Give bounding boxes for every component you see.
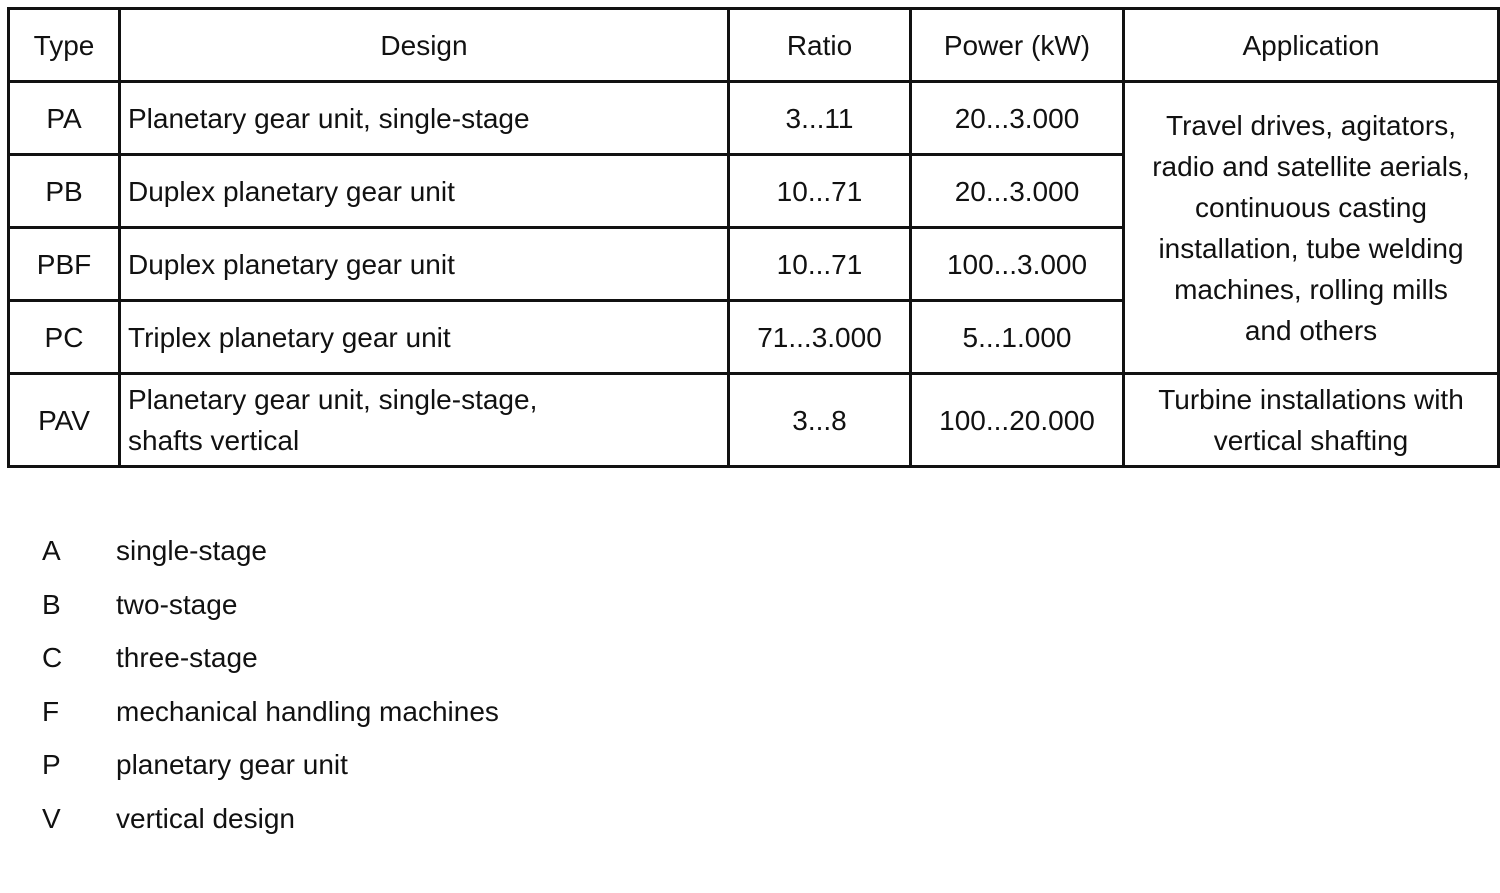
cell-design bbox=[120, 374, 729, 467]
legend-item bbox=[42, 582, 499, 636]
application-text: Travel drives, agitators, radio and satellite aerials, continuous casting installation, tube welding machines, rolling mills and others bbox=[1152, 109, 1470, 346]
cell-type: PBF bbox=[9, 228, 120, 301]
cell-ratio: 71...3.000 bbox=[729, 301, 911, 374]
cell-ratio: 3...8 bbox=[729, 374, 911, 467]
legend-value: vertical design bbox=[116, 802, 295, 834]
application-text: Turbine installations with vertical shafting bbox=[1158, 384, 1464, 456]
legend-item bbox=[42, 689, 499, 743]
cell-application-group-2 bbox=[1124, 374, 1499, 467]
abbreviation-legend bbox=[42, 528, 499, 849]
cell-power: 20...3.000 bbox=[911, 155, 1124, 228]
cell-application-group-1 bbox=[1124, 82, 1499, 374]
legend-value: mechanical handling machines bbox=[116, 695, 499, 727]
table-row bbox=[9, 82, 1499, 155]
legend-key: B bbox=[42, 588, 61, 620]
cell-ratio: 3...11 bbox=[729, 82, 911, 155]
header-power: Power (kW) bbox=[911, 9, 1124, 82]
legend-key: P bbox=[42, 749, 61, 780]
legend-value: single-stage bbox=[116, 535, 267, 566]
legend-value: three-stage bbox=[116, 642, 258, 673]
legend-item bbox=[42, 528, 499, 582]
table-row bbox=[9, 374, 1499, 467]
cell-power: 5...1.000 bbox=[911, 301, 1124, 374]
cell-ratio: 10...71 bbox=[729, 155, 911, 228]
header-type: Type bbox=[9, 9, 120, 82]
cell-type: PAV bbox=[9, 374, 120, 467]
legend-key: C bbox=[42, 642, 63, 673]
legend-item bbox=[42, 742, 499, 796]
legend-value: planetary gear unit bbox=[116, 749, 348, 780]
cell-design: Duplex planetary gear unit bbox=[120, 228, 729, 301]
legend-item bbox=[42, 796, 499, 850]
header-application: Application bbox=[1124, 9, 1499, 82]
cell-type: PB bbox=[9, 155, 120, 228]
cell-type: PC bbox=[9, 301, 120, 374]
legend-key: V bbox=[42, 802, 61, 834]
cell-design: Planetary gear unit, single-stage bbox=[120, 82, 729, 155]
cell-design: Triplex planetary gear unit bbox=[120, 301, 729, 374]
header-design: Design bbox=[120, 9, 729, 82]
cell-power: 100...3.000 bbox=[911, 228, 1124, 301]
legend-value: two-stage bbox=[116, 588, 238, 620]
legend-key: F bbox=[42, 695, 60, 727]
cell-ratio: 10...71 bbox=[729, 228, 911, 301]
legend-item bbox=[42, 635, 499, 689]
header-ratio: Ratio bbox=[729, 9, 911, 82]
design-text: Planetary gear unit, single-stage, shafts vertical bbox=[128, 384, 538, 456]
cell-design: Duplex planetary gear unit bbox=[120, 155, 729, 228]
legend-key: A bbox=[42, 535, 61, 566]
cell-power: 20...3.000 bbox=[911, 82, 1124, 155]
cell-power: 100...20.000 bbox=[911, 374, 1124, 467]
table-header-row bbox=[9, 9, 1499, 82]
gear-unit-table bbox=[7, 7, 1500, 468]
cell-type: PA bbox=[9, 82, 120, 155]
